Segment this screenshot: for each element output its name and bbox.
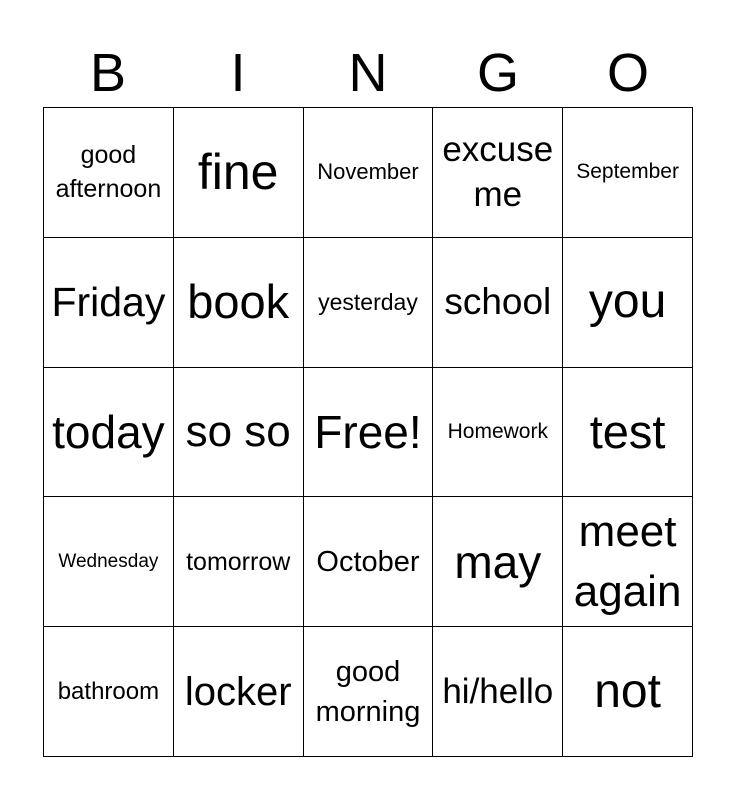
bingo-cell-text: Friday (51, 279, 166, 326)
bingo-cell (433, 497, 563, 627)
header-letter-i: I (230, 43, 246, 103)
bingo-cell (174, 368, 304, 498)
bingo-cell (174, 108, 304, 238)
bingo-cell-text: school (444, 281, 552, 323)
bingo-cell-text: good afternoon (55, 141, 162, 204)
bingo-cell (304, 108, 434, 238)
bingo-cell-text: meet again (573, 506, 682, 616)
bingo-cell (563, 108, 693, 238)
header-letter-g: G (476, 43, 519, 103)
bingo-cell (44, 627, 174, 757)
bingo-cell (174, 627, 304, 757)
bingo-cell (563, 238, 693, 368)
bingo-cell (44, 368, 174, 498)
bingo-cell-text: November (317, 159, 419, 185)
bingo-cell-text: so so (185, 406, 291, 456)
bingo-cell-text: book (187, 275, 290, 329)
bingo-cell (433, 238, 563, 368)
bingo-cell-text: test (589, 404, 666, 458)
bingo-cell (304, 238, 434, 368)
header-letter-o: O (606, 43, 649, 103)
bingo-cell-text: today (52, 405, 165, 458)
bingo-cell-text: Wednesday (58, 550, 159, 572)
bingo-cell (433, 368, 563, 498)
bingo-cell (433, 627, 563, 757)
header-letter-b: B (89, 43, 127, 103)
bingo-cell (563, 627, 693, 757)
bingo-cell-text: good morning (315, 655, 421, 728)
bingo-cell-text: September (576, 160, 679, 184)
bingo-cell (433, 108, 563, 238)
bingo-cell (44, 108, 174, 238)
bingo-cell (304, 497, 434, 627)
bingo-cell (563, 368, 693, 498)
bingo-cell (44, 238, 174, 368)
bingo-cell (304, 368, 434, 498)
bingo-card-grid (43, 107, 693, 757)
bingo-cell (304, 627, 434, 757)
bingo-cell-text: Homework (447, 419, 548, 443)
bingo-cell-text: may (454, 535, 542, 588)
bingo-cell (563, 497, 693, 627)
bingo-cell-text: yesterday (318, 289, 418, 316)
bingo-cell-text: bathroom (57, 677, 160, 705)
bingo-cell-text: excuse me (442, 130, 554, 215)
bingo-cell-text: you (588, 275, 667, 329)
bingo-cell (174, 497, 304, 627)
bingo-cell-text: hi/hello (442, 671, 554, 711)
bingo-cell-text: Free! (314, 405, 422, 458)
bingo-header (43, 38, 693, 108)
bingo-cell-text: locker (184, 669, 292, 714)
bingo-cell-text: tomorrow (186, 547, 291, 576)
bingo-cell-text: fine (197, 144, 279, 201)
bingo-cell (174, 238, 304, 368)
header-letter-n: N (348, 43, 388, 103)
bingo-cell-text: October (316, 545, 420, 578)
bingo-cell (44, 497, 174, 627)
bingo-cell-text: not (594, 664, 661, 718)
